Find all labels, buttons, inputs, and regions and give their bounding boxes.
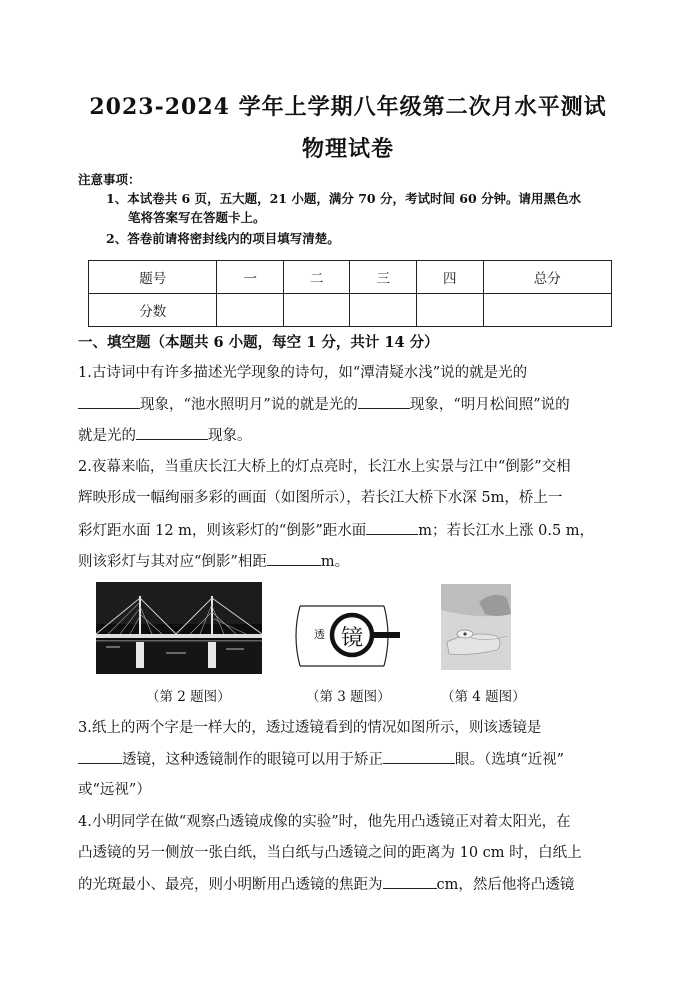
notice-heading: 注意事项： (78, 172, 141, 187)
answer-blank[interactable] (366, 520, 418, 535)
answer-blank[interactable] (358, 394, 410, 409)
score-table-header-row (89, 261, 612, 294)
q2-line-4: 则该彩灯与其对应“倒影”相距 m。 (78, 551, 349, 572)
answer-blank[interactable] (267, 551, 321, 566)
fig3-char-big: 镜 (341, 626, 364, 651)
exam-subject: 物理试卷 (301, 136, 394, 162)
q3-line-3: 或“远视”） (78, 782, 151, 798)
figure-3-lens-diagram (292, 604, 404, 668)
figure-2-bridge-photo (96, 582, 262, 674)
score-row-label: 分数 (89, 294, 217, 327)
score-header-cell: 三 (350, 261, 417, 294)
q4-line-2: 凸透镜的另一侧放一张白纸，当白纸与凸透镜之间的距离为 10 cm 时，白纸上 (78, 845, 582, 861)
figure-3-caption: （第 3 题图） (306, 689, 391, 705)
figure-2-caption: （第 2 题图） (146, 689, 231, 705)
notice-item-1: 1、本试卷共 6 页，五大题，21 小题，满分 70 分，考试时间 60 分钟。请用黑色水 (106, 191, 582, 206)
q4-line-3: 的光斑最小、最亮，则小明断用凸透镜的焦距为 cm，然后他将凸透镜 (78, 874, 574, 895)
score-table (88, 260, 612, 327)
score-header-cell: 一 (217, 261, 284, 294)
q3-line-1: 3.纸上的两个字是一样大的，透过透镜看到的情况如图所示，则该透镜是 (78, 720, 542, 736)
score-cell[interactable] (350, 294, 417, 327)
score-header-cell: 四 (417, 261, 484, 294)
figure-4-caption: （第 4 题图） (441, 689, 526, 705)
score-cell[interactable] (483, 294, 611, 327)
answer-blank[interactable] (383, 749, 455, 764)
q2-line-3: 彩灯距水面 12 m，则该彩灯的“倒影”距水面 m；若长江水上涨 0.5 m， (78, 520, 594, 541)
score-header-cell: 二 (283, 261, 350, 294)
q1-line-1: 1.古诗词中有许多描述光学现象的诗句，如“潭清疑水浅”说的就是光的 (78, 365, 528, 381)
hand-lens-photo-image (441, 584, 511, 670)
q2-line-2: 辉映形成一幅绚丽多彩的画面（如图所示），若长江大桥下水深 5m，桥上一 (78, 490, 563, 506)
figure-4-lens-photo (441, 584, 511, 670)
section-1-heading: 一、填空题（本题共 6 小题，每空 1 分，共计 14 分） (78, 334, 439, 351)
fig3-char-small: 透 (314, 628, 325, 641)
q3-line-2: 透镜，这种透镜制作的眼镜可以用于矫正 眼。（选填“近视” (78, 749, 564, 770)
q1-line-3: 就是光的 现象。 (78, 425, 252, 446)
answer-blank[interactable] (78, 749, 122, 764)
score-cell[interactable] (217, 294, 284, 327)
q2-line-1: 2.夜幕来临，当重庆长江大桥上的灯点亮时，长江水上实景与江中“倒影”交相 (78, 459, 571, 475)
score-cell[interactable] (417, 294, 484, 327)
answer-blank[interactable] (78, 394, 140, 409)
bridge-photo-image (96, 582, 262, 674)
score-table-row (89, 294, 612, 327)
q1-line-2: 现象，“池水照明月”说的就是光的 现象，“明月松间照”说的 (78, 394, 570, 415)
score-cell[interactable] (283, 294, 350, 327)
exam-title: 2023-2024 学年上学期八年级第二次月水平测试 (89, 94, 607, 120)
q4-line-1: 4.小明同学在做“观察凸透镜成像的实验”时，他先用凸透镜正对着太阳光，在 (78, 814, 571, 830)
answer-blank[interactable] (383, 874, 437, 889)
notice-item-1-cont: 笔将答案写在答题卡上。 (128, 210, 266, 225)
notice-item-2: 2、答卷前请将密封线内的项目填写清楚。 (106, 231, 340, 246)
score-header-cell: 题号 (89, 261, 217, 294)
score-header-cell: 总分 (483, 261, 611, 294)
answer-blank[interactable] (136, 425, 208, 440)
